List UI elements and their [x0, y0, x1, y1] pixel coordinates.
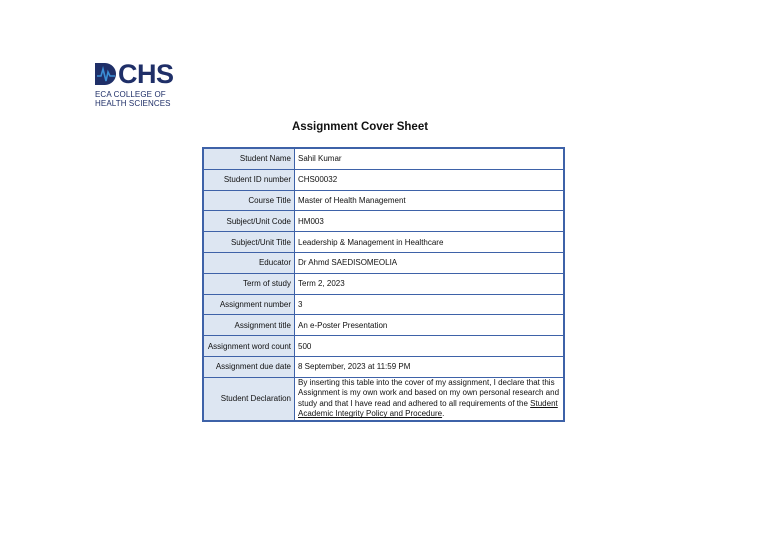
row-label: Student Name: [203, 148, 295, 169]
table-row: [203, 294, 564, 315]
declaration-row: [203, 377, 564, 421]
row-value: 500: [295, 336, 565, 357]
row-label: Subject/Unit Code: [203, 211, 295, 232]
row-value: An e-Poster Presentation: [295, 315, 565, 336]
cover-sheet-table: [202, 147, 565, 422]
logo-subtitle: [95, 90, 195, 108]
college-logo: [95, 59, 195, 108]
table-row: [203, 315, 564, 336]
declaration-text-cell: [295, 377, 565, 421]
table-row: [203, 356, 564, 377]
heartbeat-logo-icon: [95, 63, 117, 85]
table-row: [203, 252, 564, 273]
declaration-label: Student Declaration: [203, 377, 295, 421]
table-row: [203, 211, 564, 232]
table-row: [203, 148, 564, 169]
table-row: [203, 169, 564, 190]
declaration-text: By inserting this table into the cover of my assignment, I declare that this Assignment is my own work and based on my own personal research and study and that I have read and adhered to all requirements of the: [298, 377, 560, 408]
row-label: Educator: [203, 252, 295, 273]
row-label: Student ID number: [203, 169, 295, 190]
row-label: Assignment title: [203, 315, 295, 336]
row-value: Dr Ahmd SAEDISOMEOLIA: [295, 252, 565, 273]
row-label: Subject/Unit Title: [203, 232, 295, 253]
row-label: Term of study: [203, 273, 295, 294]
row-value: Master of Health Management: [295, 190, 565, 211]
row-value: 8 September, 2023 at 11:59 PM: [295, 356, 565, 377]
row-label: Course Title: [203, 190, 295, 211]
row-label: Assignment due date: [203, 356, 295, 377]
logo-wordmark: CHS: [118, 59, 174, 89]
page-title: Assignment Cover Sheet: [291, 121, 429, 133]
row-value: Leadership & Management in Healthcare: [295, 232, 565, 253]
logo-subtitle-line-2: HEALTH SCIENCES: [95, 99, 171, 108]
row-value: 3: [295, 294, 565, 315]
declaration-end: .: [442, 409, 445, 419]
integrity-policy-link[interactable]: Student Academic Integrity Policy and Procedure: [298, 398, 558, 419]
table-row: [203, 336, 564, 357]
table-row: [203, 190, 564, 211]
row-label: Assignment word count: [203, 336, 295, 357]
row-value: Sahil Kumar: [295, 148, 565, 169]
row-value: Term 2, 2023: [295, 273, 565, 294]
table-row: [203, 232, 564, 253]
row-value: HM003: [295, 211, 565, 232]
table-row: [203, 273, 564, 294]
row-value: CHS00032: [295, 169, 565, 190]
row-label: Assignment number: [203, 294, 295, 315]
logo-subtitle-line-1: ECA COLLEGE OF: [95, 90, 166, 99]
